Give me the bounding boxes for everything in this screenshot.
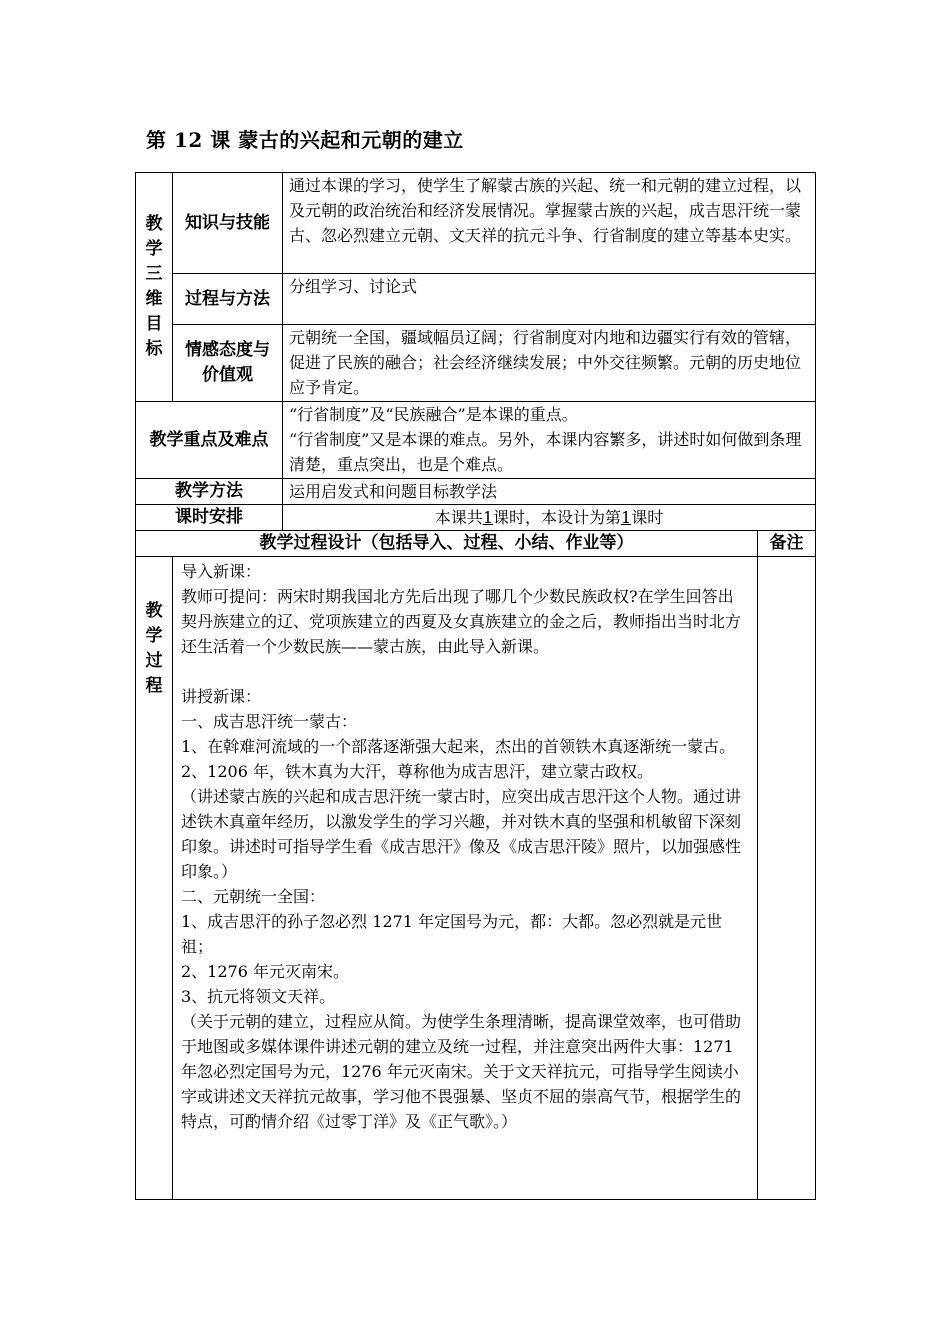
process-header-label: 教学过程设计（包括导入、过程、小结、作业等） <box>136 531 758 557</box>
schedule-content <box>283 505 816 531</box>
process-paragraph <box>181 659 749 684</box>
schedule-row <box>136 505 816 531</box>
notes-header: 备注 <box>758 531 816 557</box>
schedule-label: 课时安排 <box>136 505 283 531</box>
goals-label-char: 学 <box>145 239 163 259</box>
goal-content-knowledge: 通过本课的学习，使学生了解蒙古族的兴起、统一和元朝的建立过程，以及元朝的政治统治和经济发展情况。掌握蒙古族的兴起，成吉思汗统一蒙古、忽必烈建立元朝、文天祥的抗元斗争、行省制度的建立等基本史实。 <box>283 173 816 274</box>
schedule-suffix: 课时 <box>631 508 664 527</box>
process-paragraph: （讲述蒙古族的兴起和成吉思汗统一蒙古时，应突出成吉思汗这个人物。通过讲述铁木真童年经历，以激发学生的学习兴趣，并对铁木真的坚强和机敏留下深刻印象。讲述时可指导学生看《成吉思汗》像及《成吉思汗陵》照片，以加强感性印象。） <box>181 787 742 881</box>
goals-label-char: 教 <box>145 214 163 234</box>
goals-label <box>136 173 173 402</box>
schedule-total: 1 <box>482 508 493 527</box>
schedule-middle: 课时，本设计为第 <box>493 508 622 527</box>
process-paragraph: 3、抗元将领文天祥。 <box>181 987 336 1006</box>
process-paragraph: 二、元朝统一全国： <box>181 887 326 906</box>
goal-name-knowledge: 知识与技能 <box>173 173 283 274</box>
notes-cell <box>758 557 816 1200</box>
goal-name-process: 过程与方法 <box>173 274 283 325</box>
lesson-plan-table <box>135 172 816 1200</box>
method-label: 教学方法 <box>136 479 283 505</box>
goal-row-knowledge <box>136 173 816 274</box>
process-label <box>136 557 173 1200</box>
process-label-char: 教 <box>145 601 163 621</box>
process-header-row <box>136 531 816 557</box>
process-paragraph: 教师可提问：两宋时期我国北方先后出现了哪几个少数民族政权?在学生回答出契丹族建立的辽、党项族建立的西夏及女真族建立的金之后，教师指出当时北方还生活着一个少数民族——蒙古族，由此导入新课。 <box>181 587 742 656</box>
goal-content-process: 分组学习、讨论式 <box>283 274 816 325</box>
goals-label-char: 标 <box>145 339 163 359</box>
process-label-char: 程 <box>145 676 163 696</box>
key-point-line: “行省制度”又是本课的难点。另外，本课内容繁多，讲述时如何做到条理清楚，重点突出，也是个难点。 <box>289 430 802 474</box>
process-label-char: 过 <box>145 651 163 671</box>
process-paragraph: 1、在斡难河流域的一个部落逐渐强大起来，杰出的首领铁木真逐渐统一蒙古。 <box>181 737 736 756</box>
goal-name-emotion: 情感态度与价值观 <box>173 325 283 402</box>
method-row <box>136 479 816 505</box>
method-content: 运用启发式和问题目标教学法 <box>283 479 816 505</box>
key-points-label: 教学重点及难点 <box>136 402 283 479</box>
process-paragraph: 导入新课： <box>181 562 262 581</box>
goals-label-char: 三 <box>145 264 163 284</box>
process-paragraph: 1、成吉思汗的孙子忽必烈 1271 年定国号为元，都：大都。忽必烈就是元世祖； <box>181 912 723 956</box>
goals-label-char: 目 <box>145 314 163 334</box>
goal-content-emotion: 元朝统一全国，疆域幅员辽阔；行省制度对内地和边疆实行有效的管辖，促进了民族的融合；社会经济继续发展；中外交往频繁。元朝的历史地位应予肯定。 <box>283 325 816 402</box>
page-title: 第 12 课 蒙古的兴起和元朝的建立 <box>146 128 464 152</box>
goal-row-emotion <box>136 325 816 402</box>
process-row <box>136 557 816 1200</box>
process-content <box>173 557 758 1200</box>
process-paragraph: 讲授新课： <box>181 687 262 706</box>
goal-row-process <box>136 274 816 325</box>
goals-label-char: 维 <box>145 289 163 309</box>
schedule-prefix: 本课共 <box>434 508 483 527</box>
process-paragraph: 一、成吉思汗统一蒙古： <box>181 712 358 731</box>
key-point-line: “行省制度”及“民族融合”是本课的重点。 <box>289 405 578 424</box>
process-paragraph: 2、1206 年，铁木真为大汗，尊称他为成吉思汗，建立蒙古政权。 <box>181 762 653 781</box>
process-paragraph: （关于元朝的建立，过程应从简。为使学生条理清晰，提高课堂效率，也可借助于地图或多媒体课件讲述元朝的建立及统一过程，并注意突出两件大事：1271 年忽必烈定国号为元，1276 年元灭南宋。关于文天祥抗元，可指导学生阅读小字或讲述文天祥抗元故事，学习他不畏强暴、坚贞不屈的崇高气节，根据学生的特点，可酌情介绍《过零丁洋》及《正气歌》。） <box>181 1012 742 1131</box>
key-points-content <box>283 402 816 479</box>
process-paragraph: 2、1276 年元灭南宋。 <box>181 962 349 981</box>
schedule-current: 1 <box>621 508 632 527</box>
process-label-char: 学 <box>145 626 163 646</box>
key-points-row <box>136 402 816 479</box>
